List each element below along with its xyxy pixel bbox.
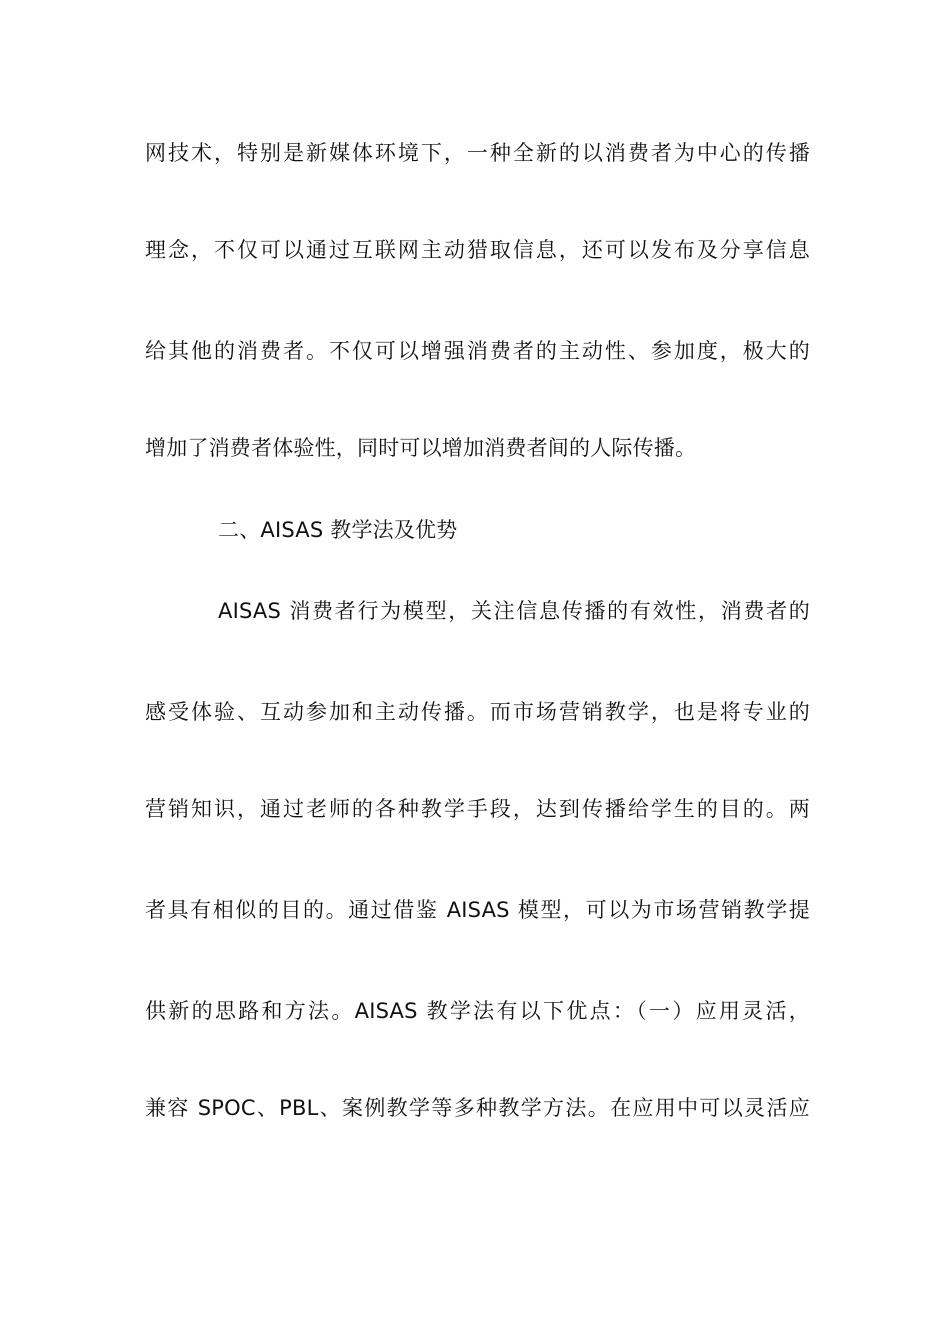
paragraph-line: 理念，不仅可以通过互联网主动猎取信息，还可以发布及分享信息	[145, 238, 810, 262]
paragraph-line: 增加了消费者体验性，同时可以增加消费者间的人际传播。	[145, 436, 697, 460]
paragraph-line: 兼容 SPOC、PBL、案例教学等多种教学方法。在应用中可以灵活应	[145, 1096, 810, 1120]
paragraph-line: AISAS 消费者行为模型，关注信息传播的有效性，消费者的	[218, 599, 810, 623]
paragraph-line: 给其他的消费者。不仅可以增强消费者的主动性、参加度，极大的	[145, 339, 810, 363]
section-heading: 二、AISAS 教学法及优势	[218, 518, 458, 542]
paragraph-line: 供新的思路和方法。AISAS 教学法有以下优点：（一）应用灵活，	[145, 999, 810, 1023]
paragraph-line: 感受体验、互动参加和主动传播。而市场营销教学，也是将专业的	[145, 700, 810, 724]
paragraph-line: 者具有相似的目的。通过借鉴 AISAS 模型，可以为市场营销教学提	[145, 898, 810, 922]
paragraph-line: 网技术，特别是新媒体环境下，一种全新的以消费者为中心的传播	[145, 141, 810, 165]
paragraph-line: 营销知识，通过老师的各种教学手段，达到传播给学生的目的。两	[145, 797, 810, 821]
